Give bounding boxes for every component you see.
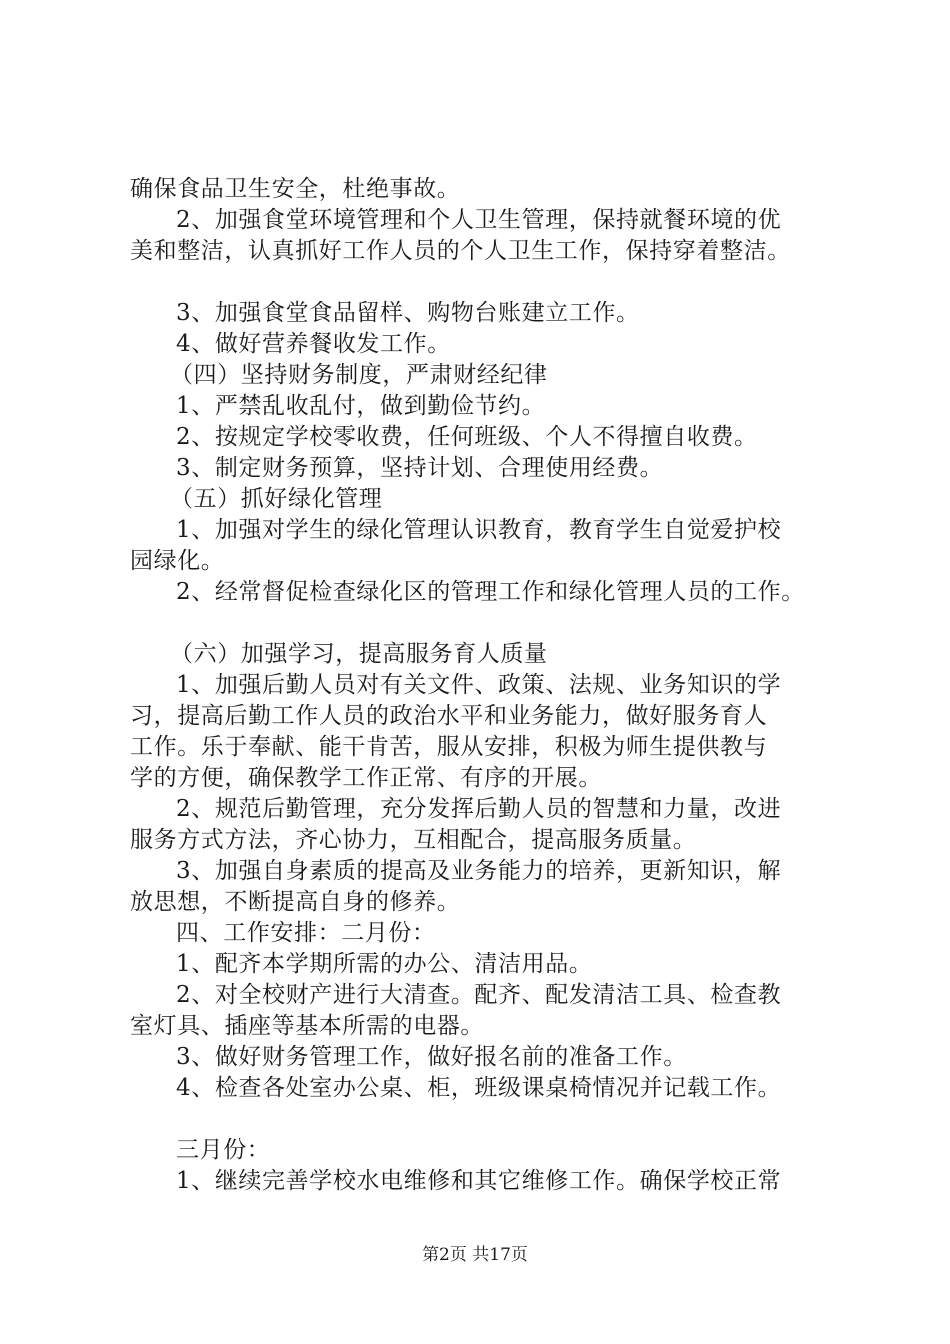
section-heading: （四）坚持财务制度，严肃财经纪律 bbox=[170, 362, 548, 388]
paragraph-line: 放思想，不断提高自身的修养。 bbox=[130, 889, 461, 915]
paragraph-line: 工作。乐于奉献、能干肯苦，服从安排，积极为师生提供教与 bbox=[130, 734, 768, 760]
blank-line bbox=[130, 267, 850, 298]
paragraph-line: 4、检查各处室办公桌、柜，班级课桌椅情况并记载工作。 bbox=[176, 1075, 782, 1101]
document-body bbox=[130, 174, 850, 1197]
page-footer: 第2页 共17页 bbox=[422, 1245, 528, 1265]
paragraph-line: 2、加强食堂环境管理和个人卫生管理，保持就餐环境的优 bbox=[176, 207, 782, 233]
section-heading: 三月份： bbox=[176, 1137, 271, 1163]
paragraph-line: 3、做好财务管理工作，做好报名前的准备工作。 bbox=[176, 1044, 687, 1070]
paragraph-line: 1、严禁乱收乱付，做到勤俭节约。 bbox=[176, 393, 546, 419]
paragraph-line: 1、继续完善学校水电维修和其它维修工作。确保学校正常 bbox=[176, 1168, 782, 1194]
paragraph-line: 美和整洁，认真抓好工作人员的个人卫生工作，保持穿着整洁。 bbox=[130, 238, 791, 264]
paragraph-line: 2、按规定学校零收费，任何班级、个人不得擅自收费。 bbox=[176, 424, 758, 450]
paragraph-line: 确保食品卫生安全，杜绝事故。 bbox=[130, 176, 461, 202]
paragraph-line: 服务方式方法，齐心协力，互相配合，提高服务质量。 bbox=[130, 827, 697, 853]
paragraph-line: 2、经常督促检查绿化区的管理工作和绿化管理人员的工作。 bbox=[176, 579, 805, 605]
section-heading: 四、工作安排：二月份： bbox=[176, 920, 436, 946]
paragraph-line: 4、做好营养餐收发工作。 bbox=[176, 331, 451, 357]
paragraph-line: 3、加强食堂食品留样、购物台账建立工作。 bbox=[176, 300, 640, 326]
paragraph-line: 1、配齐本学期所需的办公、清洁用品。 bbox=[176, 951, 593, 977]
paragraph-line: 室灯具、插座等基本所需的电器。 bbox=[130, 1013, 484, 1039]
paragraph-line: 3、加强自身素质的提高及业务能力的培养，更新知识，解 bbox=[176, 858, 782, 884]
blank-line bbox=[130, 1104, 850, 1135]
paragraph-line: 3、制定财务预算，坚持计划、合理使用经费。 bbox=[176, 455, 664, 481]
section-heading: （五）抓好绿化管理 bbox=[170, 486, 383, 512]
paragraph-line: 2、对全校财产进行大清查。配齐、配发清洁工具、检查教 bbox=[176, 982, 782, 1008]
section-heading: （六）加强学习，提高服务育人质量 bbox=[170, 641, 548, 667]
paragraph-line: 学的方便，确保教学工作正常、有序的开展。 bbox=[130, 765, 602, 791]
paragraph-line: 习，提高后勤工作人员的政治水平和业务能力，做好服务育人 bbox=[130, 703, 768, 729]
blank-line bbox=[130, 608, 850, 639]
paragraph-line: 园绿化。 bbox=[130, 548, 225, 574]
paragraph-line: 2、规范后勤管理，充分发挥后勤人员的智慧和力量，改进 bbox=[176, 796, 782, 822]
paragraph-line: 1、加强对学生的绿化管理认识教育，教育学生自觉爱护校 bbox=[176, 517, 782, 543]
paragraph-line: 1、加强后勤人员对有关文件、政策、法规、业务知识的学 bbox=[176, 672, 782, 698]
